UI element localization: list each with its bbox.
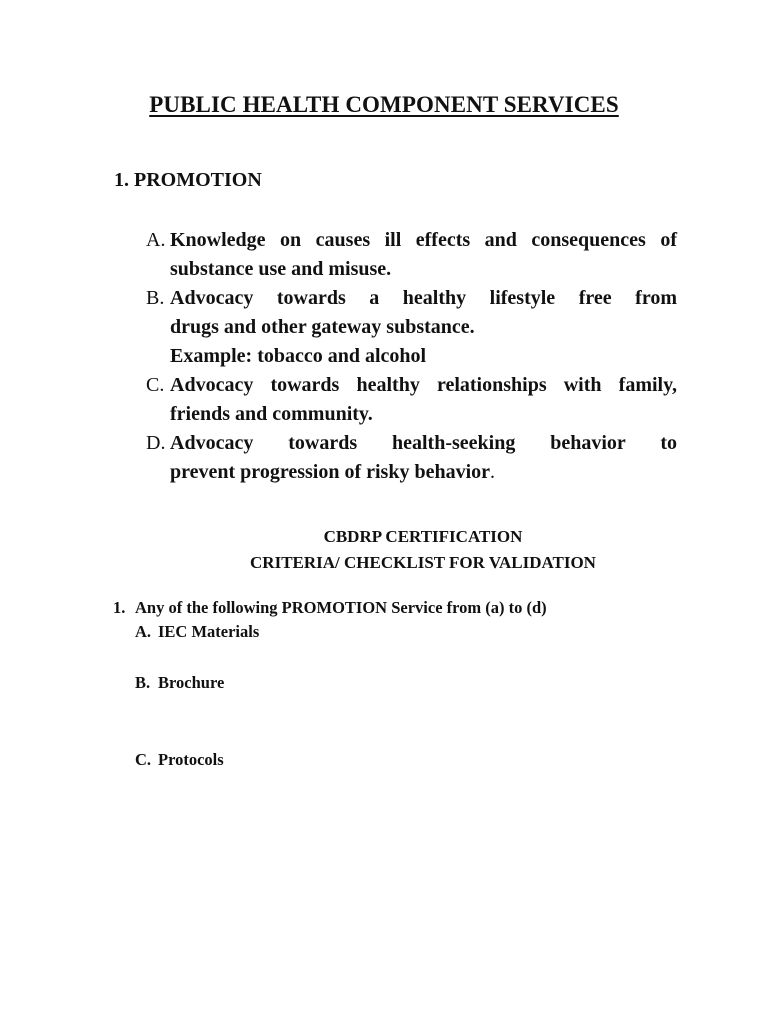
promotion-item-marker: B. — [146, 287, 165, 309]
promotion-item-line: substance use and misuse. — [170, 258, 392, 280]
promotion-item-line: prevent progression of risky behavior — [170, 461, 491, 483]
promotion-item-trailing: . — [490, 461, 496, 483]
promotion-item-example: Example: tobacco and alcohol — [170, 345, 427, 367]
sub-item-marker: C. — [135, 750, 152, 769]
promotion-item-line: Advocacy towards healthy relationships with family, — [170, 374, 677, 396]
section-number: 1. — [114, 169, 129, 191]
promotion-item-marker: C. — [146, 374, 165, 396]
page-title: PUBLIC HEALTH COMPONENT SERVICES — [149, 92, 619, 117]
promotion-item-marker: D. — [146, 432, 166, 454]
promotion-item-text — [170, 284, 677, 371]
criteria-sub-item-b — [135, 673, 224, 693]
promotion-item-b — [146, 284, 677, 371]
sub-item-label: Brochure — [158, 673, 225, 692]
promotion-item-text — [170, 226, 677, 284]
sub-item-marker: A. — [135, 622, 152, 641]
promotion-list — [146, 226, 677, 487]
criteria-item — [113, 597, 673, 619]
promotion-item-c — [146, 371, 677, 429]
certification-title: CBDRP CERTIFICATION — [323, 527, 523, 546]
criteria-number: 1. — [113, 598, 126, 617]
promotion-item-text — [170, 429, 677, 487]
sub-item-label: Protocols — [158, 750, 224, 769]
promotion-item-line-wrap — [170, 458, 677, 487]
promotion-item-d — [146, 429, 677, 487]
section-heading-text: PROMOTION — [134, 169, 262, 191]
promotion-item-a — [146, 226, 677, 284]
promotion-item-line: Advocacy towards a healthy lifestyle free from — [170, 287, 677, 309]
promotion-item-marker: A. — [146, 229, 166, 251]
sub-item-label: IEC Materials — [158, 622, 260, 641]
certification-subtitle: CRITERIA/ CHECKLIST FOR VALIDATION — [250, 553, 596, 572]
criteria-text: Any of the following PROMOTION Service from (a) to (d) — [135, 598, 547, 617]
promotion-item-line: Advocacy towards health-seeking behavior to — [170, 432, 677, 454]
criteria-list — [113, 597, 673, 619]
criteria-sub-item-c — [135, 750, 224, 770]
promotion-item-line: Knowledge on causes ill effects and consequences of — [170, 229, 677, 251]
section-heading-promotion — [114, 169, 262, 192]
sub-item-marker: B. — [135, 673, 151, 692]
certification-heading — [0, 524, 768, 576]
promotion-item-text — [170, 371, 677, 429]
promotion-item-line: drugs and other gateway substance. — [170, 316, 475, 338]
promotion-item-line: friends and community. — [170, 403, 373, 425]
criteria-sub-item-a — [135, 622, 259, 642]
